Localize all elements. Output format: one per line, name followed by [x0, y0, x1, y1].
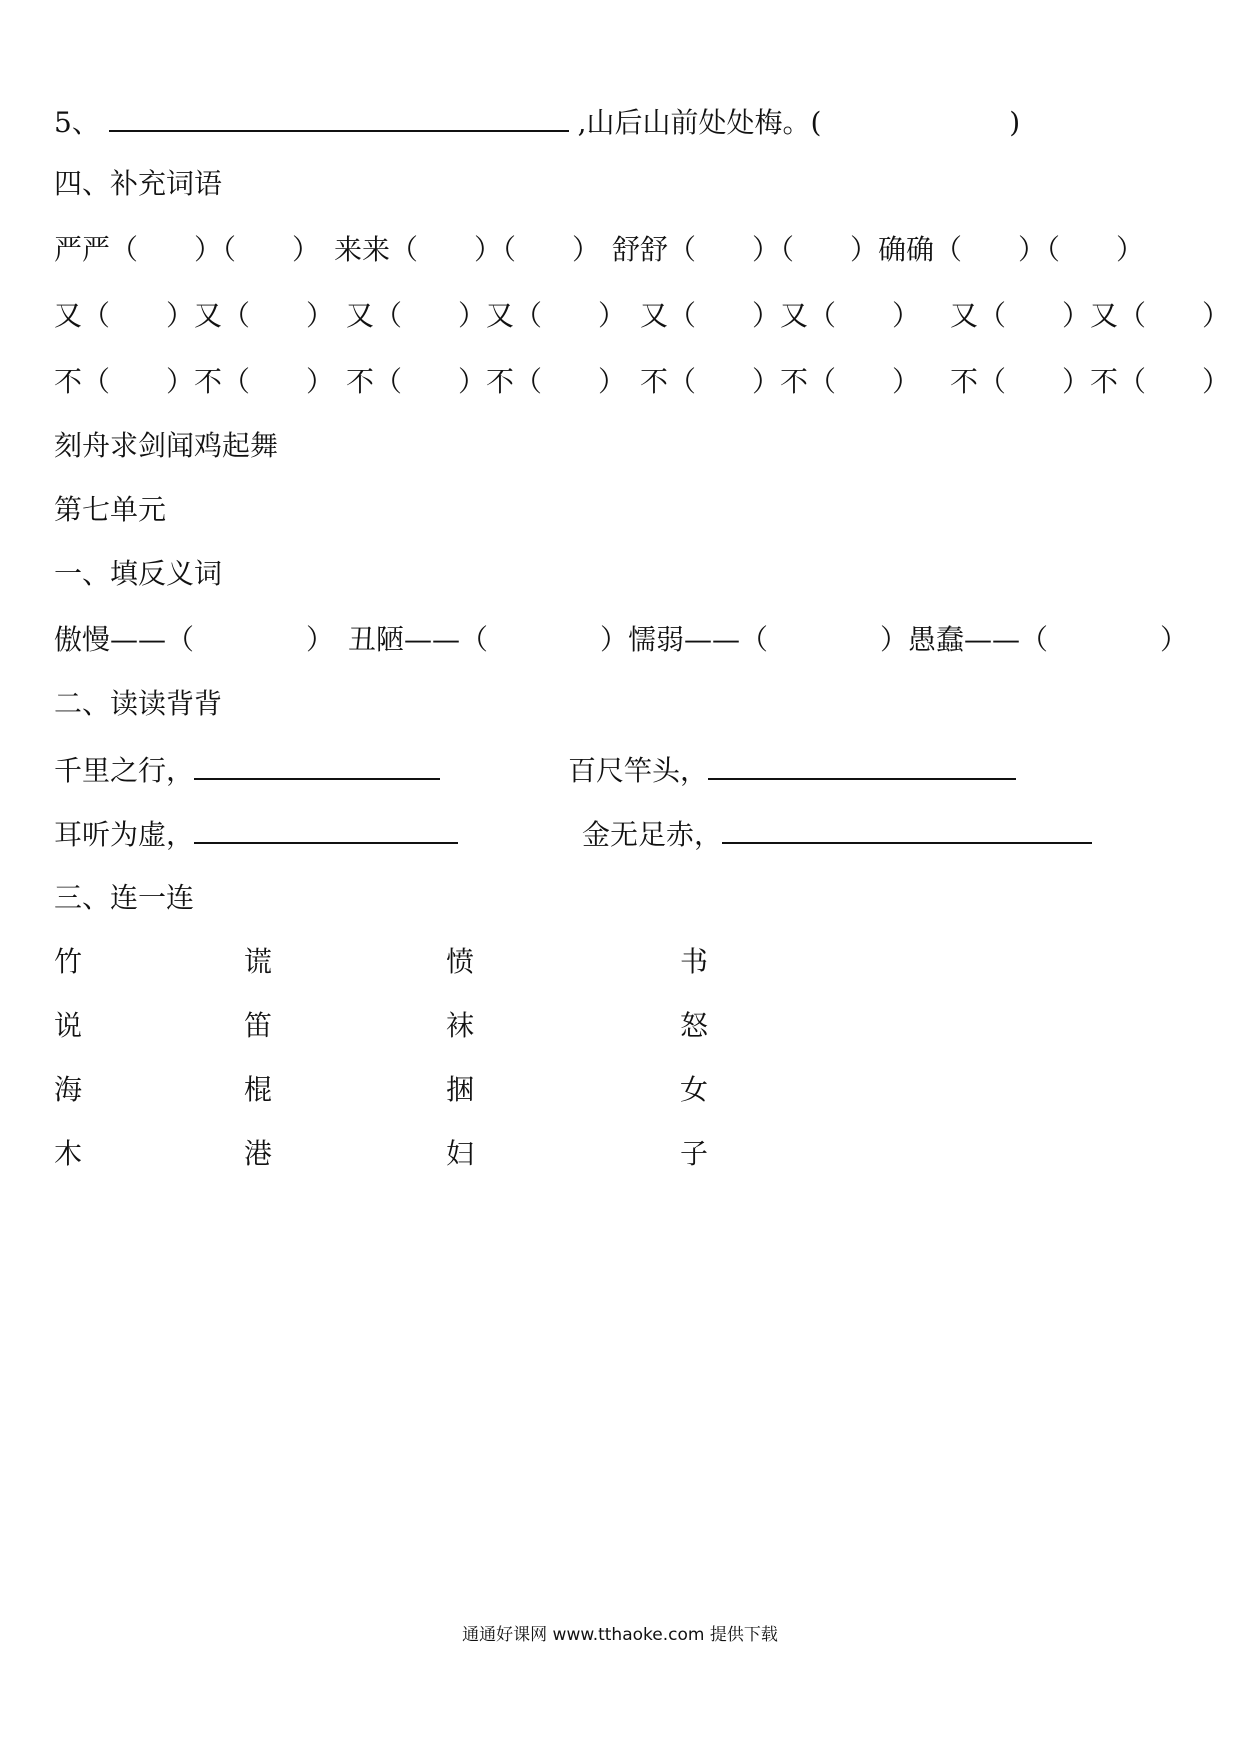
word-fill-aabc-1: 严严（ ）（ ）	[54, 233, 321, 266]
question-5-number: 5、	[54, 106, 100, 139]
section-2-title: 二、读读背背	[54, 687, 223, 720]
recite-1	[54, 752, 440, 789]
idioms-line: 刻舟求剑闻鸡起舞	[54, 429, 279, 462]
match-col3-item-3[interactable]: 捆	[446, 1073, 475, 1106]
question-5-close: )	[1009, 106, 1021, 139]
recite-3-text: 耳听为虚，	[54, 818, 195, 851]
word-fill-bu-4: 不（ ）不（ ）	[950, 365, 1231, 398]
recite-4-text: 金无足赤，	[582, 818, 723, 851]
match-col3-item-2[interactable]: 袜	[446, 1009, 475, 1042]
recite-4-blank[interactable]	[722, 816, 1092, 844]
match-col3-item-4[interactable]: 妇	[446, 1137, 475, 1170]
match-col4-item-2[interactable]: 怒	[680, 1009, 709, 1042]
word-fill-aabc-4: 确确（ ）（ ）	[878, 233, 1145, 266]
page-footer: 通通好课网 www.tthaoke.com 提供下载	[462, 1625, 778, 1645]
word-fill-you-2: 又（ ）又（ ）	[346, 299, 627, 332]
unit-7-title: 第七单元	[54, 493, 167, 526]
match-col4-item-3[interactable]: 女	[680, 1073, 709, 1106]
question-5-line	[54, 104, 1020, 141]
word-fill-you-1: 又（ ）又（ ）	[54, 299, 335, 332]
recite-3-blank[interactable]	[194, 816, 458, 844]
match-col3-item-1[interactable]: 愤	[446, 945, 475, 978]
question-5-text: ,山后山前处处梅。(	[577, 106, 822, 139]
match-col2-item-1[interactable]: 谎	[244, 945, 273, 978]
word-fill-you-4: 又（ ）又（ ）	[950, 299, 1231, 332]
match-col1-item-1[interactable]: 竹	[54, 945, 83, 978]
antonym-3: 懦弱——（ ）	[628, 623, 909, 656]
word-fill-bu-2: 不（ ）不（ ）	[346, 365, 627, 398]
section-1-title: 一、填反义词	[54, 557, 223, 590]
recite-1-text: 千里之行，	[54, 754, 195, 787]
recite-2-text: 百尺竿头，	[568, 754, 709, 787]
antonym-1: 傲慢——（ ）	[54, 623, 335, 656]
section-4-title: 四、补充词语	[54, 167, 223, 200]
match-col2-item-2[interactable]: 笛	[244, 1009, 273, 1042]
word-fill-you-3: 又（ ）又（ ）	[640, 299, 921, 332]
antonym-2: 丑陋——（ ）	[348, 623, 629, 656]
word-fill-aabc-3: 舒舒（ ）（ ）	[612, 233, 879, 266]
match-col1-item-4[interactable]: 木	[54, 1137, 83, 1170]
recite-3	[54, 816, 458, 853]
recite-2-blank[interactable]	[708, 752, 1016, 780]
match-col1-item-2[interactable]: 说	[54, 1009, 83, 1042]
recite-1-blank[interactable]	[194, 752, 440, 780]
word-fill-bu-1: 不（ ）不（ ）	[54, 365, 335, 398]
word-fill-bu-3: 不（ ）不（ ）	[640, 365, 921, 398]
recite-2	[568, 752, 1016, 789]
word-fill-aabc-2: 来来（ ）（ ）	[334, 233, 601, 266]
recite-4	[582, 816, 1092, 853]
match-col4-item-1[interactable]: 书	[680, 945, 709, 978]
match-col2-item-4[interactable]: 港	[244, 1137, 273, 1170]
match-col2-item-3[interactable]: 棍	[244, 1073, 273, 1106]
question-5-blank[interactable]	[109, 104, 569, 132]
section-3-title: 三、连一连	[54, 881, 195, 914]
match-col1-item-3[interactable]: 海	[54, 1073, 83, 1106]
antonym-4: 愚蠢——（ ）	[908, 623, 1189, 656]
match-col4-item-4[interactable]: 子	[680, 1137, 709, 1170]
